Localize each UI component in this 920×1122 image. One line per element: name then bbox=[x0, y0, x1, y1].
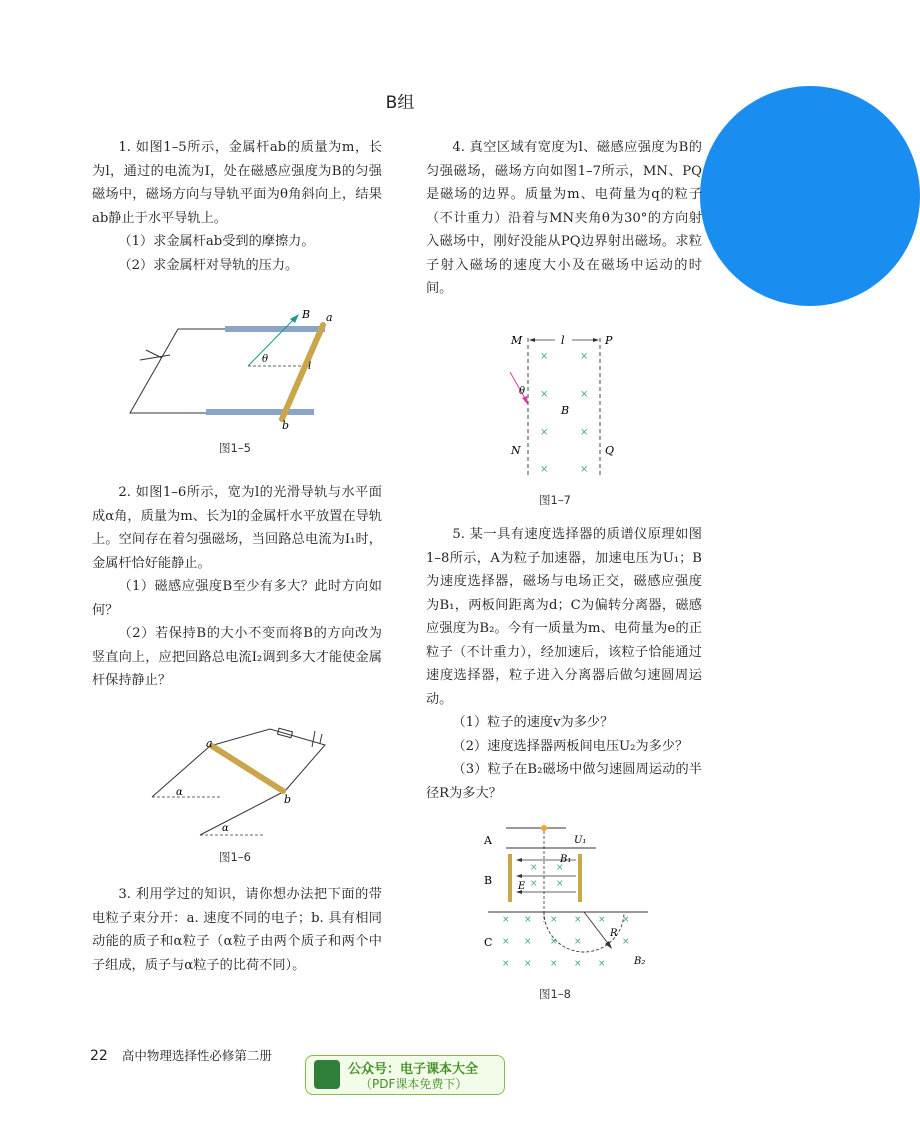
svg-text:×: × bbox=[574, 937, 582, 947]
svg-text:×: × bbox=[580, 351, 589, 362]
problem-2-q1: （1）磁感应强度B至少有多大？此时方向如何？ bbox=[92, 579, 382, 618]
problem-5-q1: （1）粒子的速度v为多少？ bbox=[452, 715, 614, 730]
svg-text:×: × bbox=[574, 915, 582, 925]
fig18-label-C: C bbox=[484, 936, 493, 949]
svg-text:×: × bbox=[556, 863, 564, 873]
svg-text:×: × bbox=[502, 959, 510, 969]
problem-4-stem: 4. 真空区域有宽度为l、磁感应强度为B的匀强磁场，磁场方向如图1–7所示，MN、PQ是磁场的边界。质量为m、电荷量为q的粒子（不计重力）沿着与MN夹角θ为30°的方向射入磁场中，刚好没能从PQ边界射出磁场。求粒子射入磁场的速度大小及在磁场中运动的时间。 bbox=[426, 140, 702, 296]
figure-1-5-caption: 图1–5 bbox=[219, 441, 251, 455]
fig16-label-alpha2: α bbox=[222, 823, 229, 834]
fig17-label-l: l bbox=[561, 334, 565, 347]
svg-text:×: × bbox=[598, 959, 606, 969]
fig18-label-E: E bbox=[518, 881, 526, 892]
svg-text:×: × bbox=[598, 915, 606, 925]
figure-1-8-caption: 图1–8 bbox=[539, 987, 571, 1001]
fig15-label-theta: θ bbox=[262, 354, 269, 365]
figure-1-6-caption: 图1–6 bbox=[219, 850, 251, 864]
decorative-blue-circle bbox=[700, 86, 920, 306]
problem-5-q2: （2）速度选择器两板间电压U₂为多少？ bbox=[452, 738, 689, 754]
svg-text:×: × bbox=[502, 915, 510, 925]
badge-line-1: 公众号：电子课本大全 bbox=[348, 1062, 479, 1077]
figure-1-5 bbox=[120, 305, 333, 435]
fig15-label-a: a bbox=[326, 311, 333, 324]
fig18-label-B1: B₁ bbox=[560, 854, 572, 865]
figure-1-6 bbox=[150, 725, 360, 840]
fig18-label-R: R bbox=[610, 928, 618, 939]
svg-text:×: × bbox=[530, 863, 538, 873]
section-title: B组 bbox=[385, 93, 415, 113]
svg-text:×: × bbox=[574, 959, 582, 969]
fig18-label-B2: B₂ bbox=[634, 956, 646, 967]
badge-line-2: （PDF课本免费下） bbox=[360, 1077, 468, 1091]
svg-text:×: × bbox=[550, 915, 558, 925]
svg-text:×: × bbox=[530, 879, 538, 889]
fig16-label-alpha1: α bbox=[176, 787, 183, 798]
svg-text:×: × bbox=[622, 915, 630, 925]
fig17-label-Q: Q bbox=[605, 444, 615, 457]
figure-1-7-caption: 图1–7 bbox=[539, 493, 571, 507]
fig17-label-B: B bbox=[561, 404, 570, 417]
fig17-label-theta: θ bbox=[519, 386, 526, 397]
svg-text:×: × bbox=[580, 427, 589, 438]
svg-text:×: × bbox=[580, 389, 589, 400]
svg-text:×: × bbox=[550, 937, 558, 947]
fig16-label-b: b bbox=[284, 793, 292, 806]
problem-2-q2: （2）若保持B的大小不变而将B的方向改为竖直向上，应把回路总电流I₂调到多大才能使金属杆保持静止？ bbox=[92, 626, 382, 688]
svg-text:×: × bbox=[550, 959, 558, 969]
fig15-label-B: B bbox=[302, 308, 311, 321]
problem-5 bbox=[426, 523, 702, 805]
watermark-badge bbox=[305, 1055, 505, 1095]
fig16-label-a: a bbox=[206, 737, 213, 750]
fig15-label-l: l bbox=[308, 361, 312, 372]
problem-2-stem: 2. 如图1–6所示，宽为l的光滑导轨与水平面成α角，质量为m、长为l的金属杆水平放置在导轨上。空间存在着匀强磁场，当回路总电流为I₁时，金属杆恰好能静止。 bbox=[92, 485, 382, 571]
problem-1-q2: （2）求金属杆对导轨的压力。 bbox=[118, 257, 299, 273]
fig18-label-U1: U₁ bbox=[574, 835, 587, 846]
book-logo-icon bbox=[314, 1060, 340, 1089]
fig18-label-A: A bbox=[484, 834, 492, 847]
svg-text:×: × bbox=[580, 464, 589, 475]
problem-1 bbox=[92, 136, 382, 277]
svg-text:×: × bbox=[524, 937, 532, 947]
svg-text:×: × bbox=[556, 879, 564, 889]
problem-5-q3: （3）粒子在B₂磁场中做匀速圆周运动的半径R为多大？ bbox=[426, 762, 702, 801]
fig18-label-B: B bbox=[484, 874, 493, 887]
svg-text:×: × bbox=[540, 464, 549, 475]
problem-3 bbox=[92, 883, 382, 977]
svg-text:×: × bbox=[540, 389, 549, 400]
problem-3-stem: 3. 利用学过的知识，请你想办法把下面的带电粒子束分开：a. 速度不同的电子；b. 具有相同动能的质子和α粒子（α粒子由两个质子和两个中子组成，质子与α粒子的比荷不同）。 bbox=[92, 887, 382, 973]
svg-text:×: × bbox=[540, 351, 549, 362]
figure-1-8 bbox=[478, 822, 650, 980]
svg-text:×: × bbox=[524, 959, 532, 969]
fig15-label-b: b bbox=[282, 419, 290, 432]
fig17-label-M: M bbox=[511, 334, 523, 347]
problem-4 bbox=[426, 136, 702, 301]
page-number: 22 bbox=[90, 1048, 108, 1064]
page-footer bbox=[90, 1046, 272, 1064]
problem-5-stem: 5. 某一具有速度选择器的质谱仪原理如图1–8所示，A为粒子加速器，加速电压为U₁；B为速度选择器，磁场与电场正交，磁感应强度为B₁，两板间距离为d；C为偏转分离器，磁感应强度为B₂。今有一质量为m、电荷量为e的正粒子（不计重力），经加速后，该粒子恰能通过速度选择器，粒子进入分离器后做匀速圆周运动。 bbox=[426, 527, 702, 707]
problem-1-stem: 1. 如图1–5所示，金属杆ab的质量为m，长为l，通过的电流为I，处在磁感应强度为B的匀强磁场中，磁场方向与导轨平面为θ角斜向上，结果ab静止于水平导轨上。 bbox=[92, 140, 382, 226]
svg-text:×: × bbox=[540, 427, 549, 438]
fig17-label-P: P bbox=[605, 334, 613, 347]
book-title: 高中物理选择性必修第二册 bbox=[121, 1048, 272, 1063]
svg-text:×: × bbox=[502, 937, 510, 947]
problem-2 bbox=[92, 481, 382, 693]
problem-1-q1: （1）求金属杆ab受到的摩擦力。 bbox=[118, 234, 315, 249]
figure-1-7 bbox=[500, 328, 630, 488]
fig17-label-N: N bbox=[511, 444, 521, 457]
svg-text:×: × bbox=[524, 915, 532, 925]
svg-text:×: × bbox=[622, 937, 630, 947]
